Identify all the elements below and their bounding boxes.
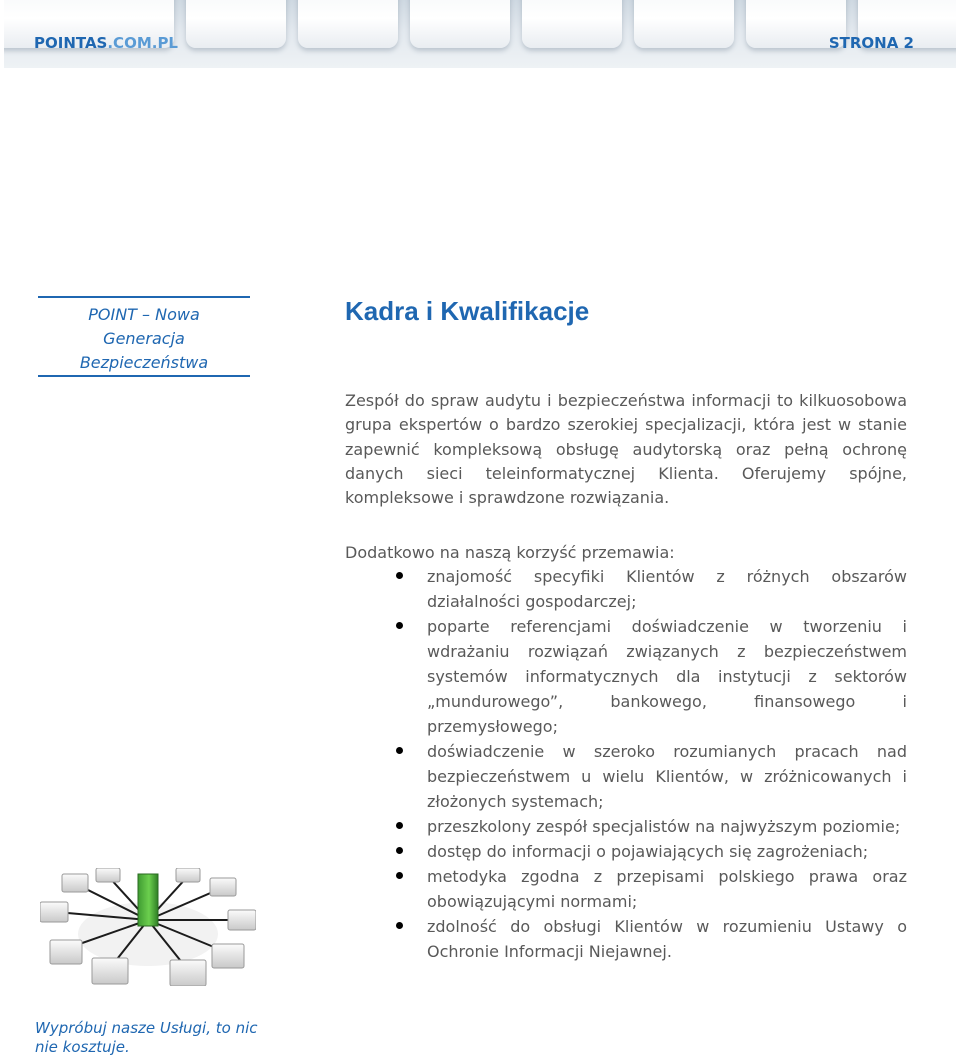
bullet-icon [396,572,403,579]
keyboard-key-graphic [634,0,734,48]
logo-text-primary: POINTAS [34,34,108,52]
sidebar-title-line: Generacja [103,329,185,348]
network-illustration [40,868,256,986]
bullet-icon [396,922,403,929]
keyboard-key-graphic [410,0,510,48]
bullet-icon [396,622,403,629]
bullet-icon [396,747,403,754]
list-item [345,564,907,614]
list-item-text: zdolność do obsługi Klientów w rozumieniu Ustawy o Ochronie Informacji Niejawnej. [427,917,907,961]
list-item-text: poparte referencjami doświadczenie w tworzeniu i wdrażaniu rozwiązań związanych z bezpieczeństwem systemów informatycznych dla instytucji z sektorów „mundurowego”, bankowego, finansowego i przemysłowego; [427,617,907,736]
list-item [345,814,907,839]
advantages-lead: Dodatkowo na naszą korzyść przemawia: [345,543,675,562]
list-item-text: przeszkolony zespół specjalistów na najwyższym poziomie; [427,817,901,836]
sidebar-title-line: POINT – Nowa [88,305,200,324]
list-item [345,739,907,814]
sidebar-rule-bottom [38,375,250,377]
intro-paragraph: Zespół do spraw audytu i bezpieczeństwa informacji to kilkuosobowa grupa ekspertów o bardzo szerokiej specjalizacji, która jest w stanie zapewnić kompleksową obsługę audytorską oraz pełną ochronę danych sieci teleinformatycznej Klienta. Oferujemy spójne, kompleksowe i sprawdzone rozwiązania. [345,391,907,508]
sidebar-rule-top [38,296,250,298]
page-title: Kadra i Kwalifikacje [345,296,590,326]
list-item-text: znajomość specyfiki Klientów z różnych obszarów działalności gospodarczej; [427,567,907,611]
list-item [345,839,907,864]
list-item [345,914,907,964]
advantages-list [345,564,907,964]
site-logo[interactable] [34,34,178,52]
list-item [345,614,907,739]
logo-text-domain: .COM.PL [107,34,178,52]
keyboard-key-graphic [298,0,398,48]
header-banner [4,0,956,68]
list-item-text: metodyka zgodna z przepisami polskiego prawa oraz obowiązującymi normami; [427,867,907,911]
sidebar-title [38,303,250,375]
sidebar-title-line: Bezpieczeństwa [79,353,209,372]
page-number-label: STRONA 2 [828,34,914,52]
keyboard-key-graphic [522,0,622,48]
bullet-icon [396,872,403,879]
list-item-text: doświadczenie w szeroko rozumianych pracach nad bezpieczeństwem u wielu Klientów, w zróżnicowanych i złożonych systemach; [427,742,907,811]
list-item [345,864,907,914]
keyboard-key-graphic [186,0,286,48]
sidebar-call-to-action: Wypróbuj nasze Usługi, to nic nie kosztuje. [35,1019,258,1056]
bullet-icon [396,822,403,829]
bullet-icon [396,847,403,854]
list-item-text: dostęp do informacji o pojawiających się zagrożeniach; [427,842,869,861]
